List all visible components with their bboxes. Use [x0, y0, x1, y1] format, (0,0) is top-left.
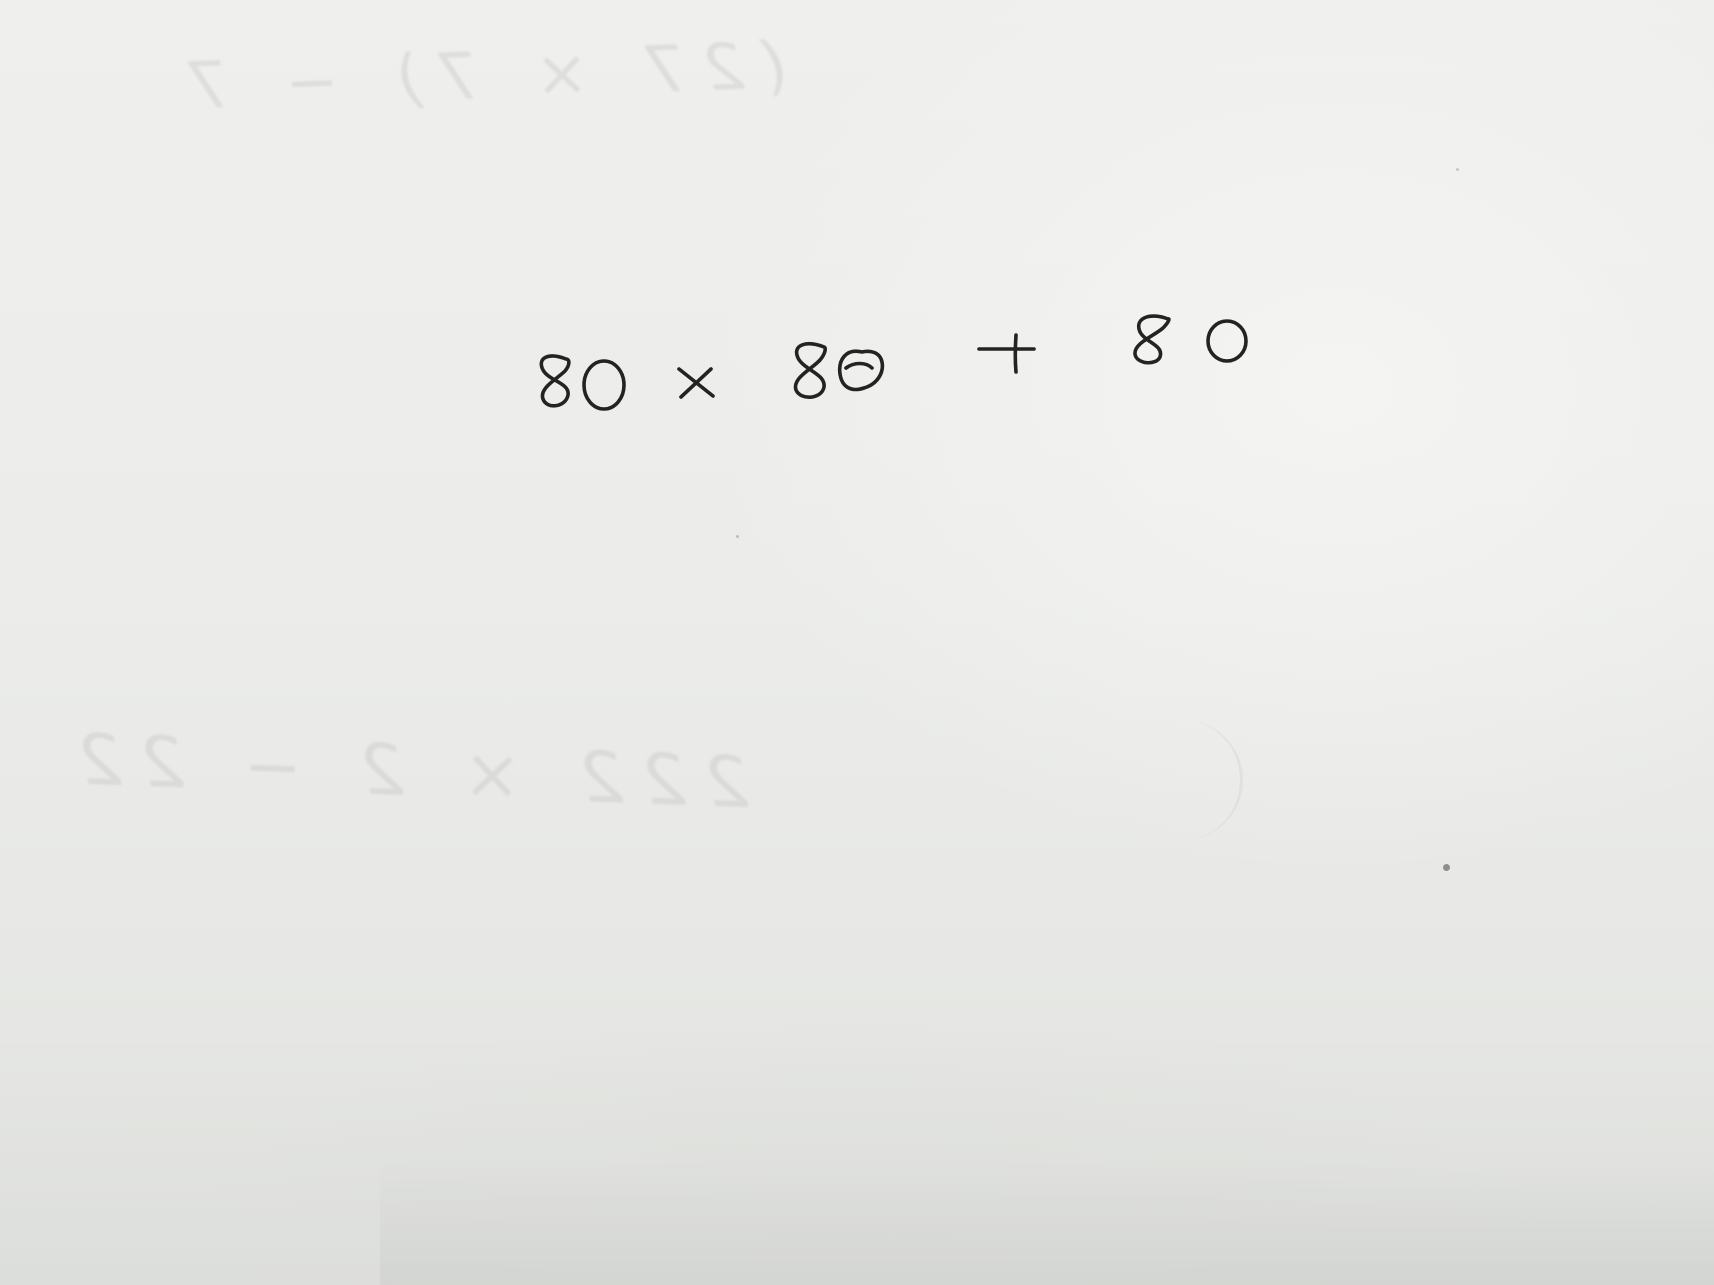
expression-token-number-1: [541, 356, 624, 409]
bleed-through-top: (27 × 7) − 7: [168, 29, 789, 125]
expression-token-number-3: [1135, 316, 1246, 363]
digit-0: [840, 351, 883, 389]
digit-8: [541, 356, 569, 406]
expression-token-plus: [979, 335, 1034, 372]
bleed-through-bottom: 222 × 2 − 22: [58, 717, 751, 825]
expression-token-number-2: [795, 344, 882, 397]
expression-token-times: [679, 369, 713, 397]
digit-8: [1135, 316, 1169, 363]
digit-0: [1208, 321, 1246, 361]
digit-0: [584, 361, 624, 409]
digit-8: [795, 344, 825, 397]
